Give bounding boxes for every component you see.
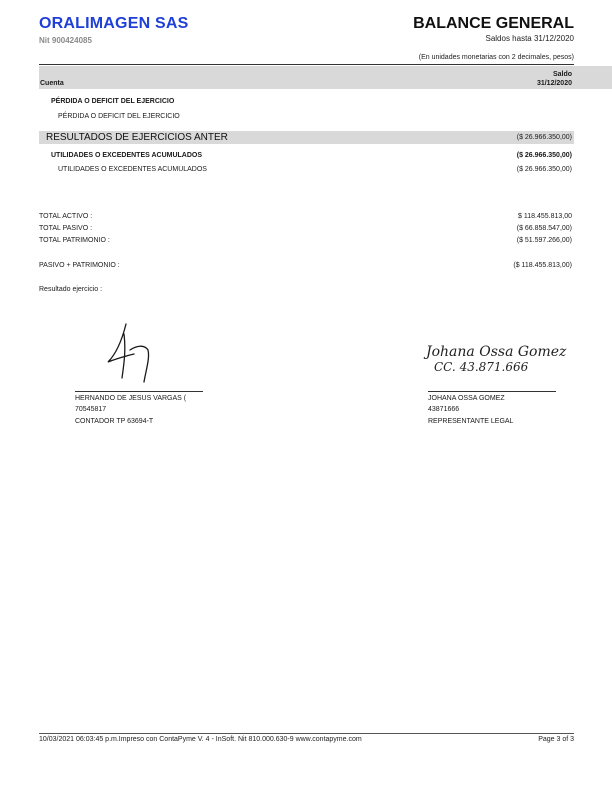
- account-item-utilities-amount: ($ 26.966.350,00): [516, 166, 572, 173]
- account-group-utilities: UTILIDADES O EXCEDENTES ACUMULADOS: [51, 152, 203, 159]
- pasivo-patrimonio-value: ($ 118.455.813,00): [513, 262, 572, 269]
- account-group-loss: PÉRDIDA O DEFICIT DEL EJERCICIO: [51, 98, 175, 105]
- section-amount: ($ 26.966.350,00): [516, 134, 572, 141]
- signature-handwriting-right: [426, 344, 566, 374]
- pasivo-patrimonio-label: PASIVO + PATRIMONIO :: [39, 262, 120, 269]
- signer-left-id: 70545817: [75, 406, 107, 413]
- signature-line-right: [428, 391, 556, 392]
- footer-divider: [39, 733, 574, 734]
- report-title: BALANCE GENERAL: [413, 15, 574, 32]
- column-header-account: Cuenta: [40, 80, 64, 87]
- signature-handwritten-name: Johana Ossa Gomez: [426, 344, 567, 360]
- total-pasivo-value: ($ 66.858.547,00): [516, 225, 572, 232]
- total-patrimonio-label: TOTAL PATRIMONIO :: [39, 237, 110, 244]
- signer-right-role: REPRESENTANTE LEGAL: [428, 418, 514, 425]
- company-nit: Nit 900424085: [39, 36, 92, 45]
- total-pasivo-label: TOTAL PASIVO :: [39, 225, 93, 232]
- units-note: (En unidades monetarias con 2 decimales, pesos): [418, 54, 574, 61]
- signer-right-id: 43871666: [428, 406, 460, 413]
- column-header-band: [39, 66, 612, 89]
- account-item-utilities: UTILIDADES O EXCEDENTES ACUMULADOS: [58, 166, 207, 173]
- signer-right-name: JOHANA OSSA GOMEZ: [428, 395, 505, 402]
- footer-print-info: 10/03/2021 06:03:45 p.m.Impreso con ContaPyme V. 4 - InSoft. Nit 810.000.630-9 www.contapyme.com: [39, 736, 362, 743]
- account-group-utilities-amount: ($ 26.966.350,00): [516, 152, 572, 159]
- signature-handwritten-id: CC. 43.871.666: [434, 360, 529, 374]
- column-header-balance: [537, 70, 572, 88]
- resultado-ejercicio-label: Resultado ejercicio :: [39, 286, 103, 293]
- signer-left-role: CONTADOR TP 63694-T: [75, 418, 154, 425]
- header-divider: [39, 64, 574, 65]
- page-number: Page 3 of 3: [538, 736, 574, 743]
- report-period: Saldos hasta 31/12/2020: [485, 34, 574, 43]
- column-header-balance-label: Saldo: [552, 71, 572, 78]
- total-activo-value: $ 118.455.813,00: [518, 213, 572, 220]
- section-title: RESULTADOS DE EJERCICIOS ANTER: [46, 132, 228, 143]
- column-header-balance-date: 31/12/2020: [536, 80, 572, 87]
- signature-scribble-left: [100, 320, 160, 386]
- signature-line-left: [75, 391, 203, 392]
- total-patrimonio-value: ($ 51.597.266,00): [516, 237, 572, 244]
- company-name: ORALIMAGEN SAS: [39, 15, 189, 32]
- total-activo-label: TOTAL ACTIVO :: [39, 213, 93, 220]
- account-item-loss: PÉRDIDA O DEFICIT DEL EJERCICIO: [58, 113, 180, 120]
- signer-left-name: HERNANDO DE JESUS VARGAS (: [75, 395, 187, 402]
